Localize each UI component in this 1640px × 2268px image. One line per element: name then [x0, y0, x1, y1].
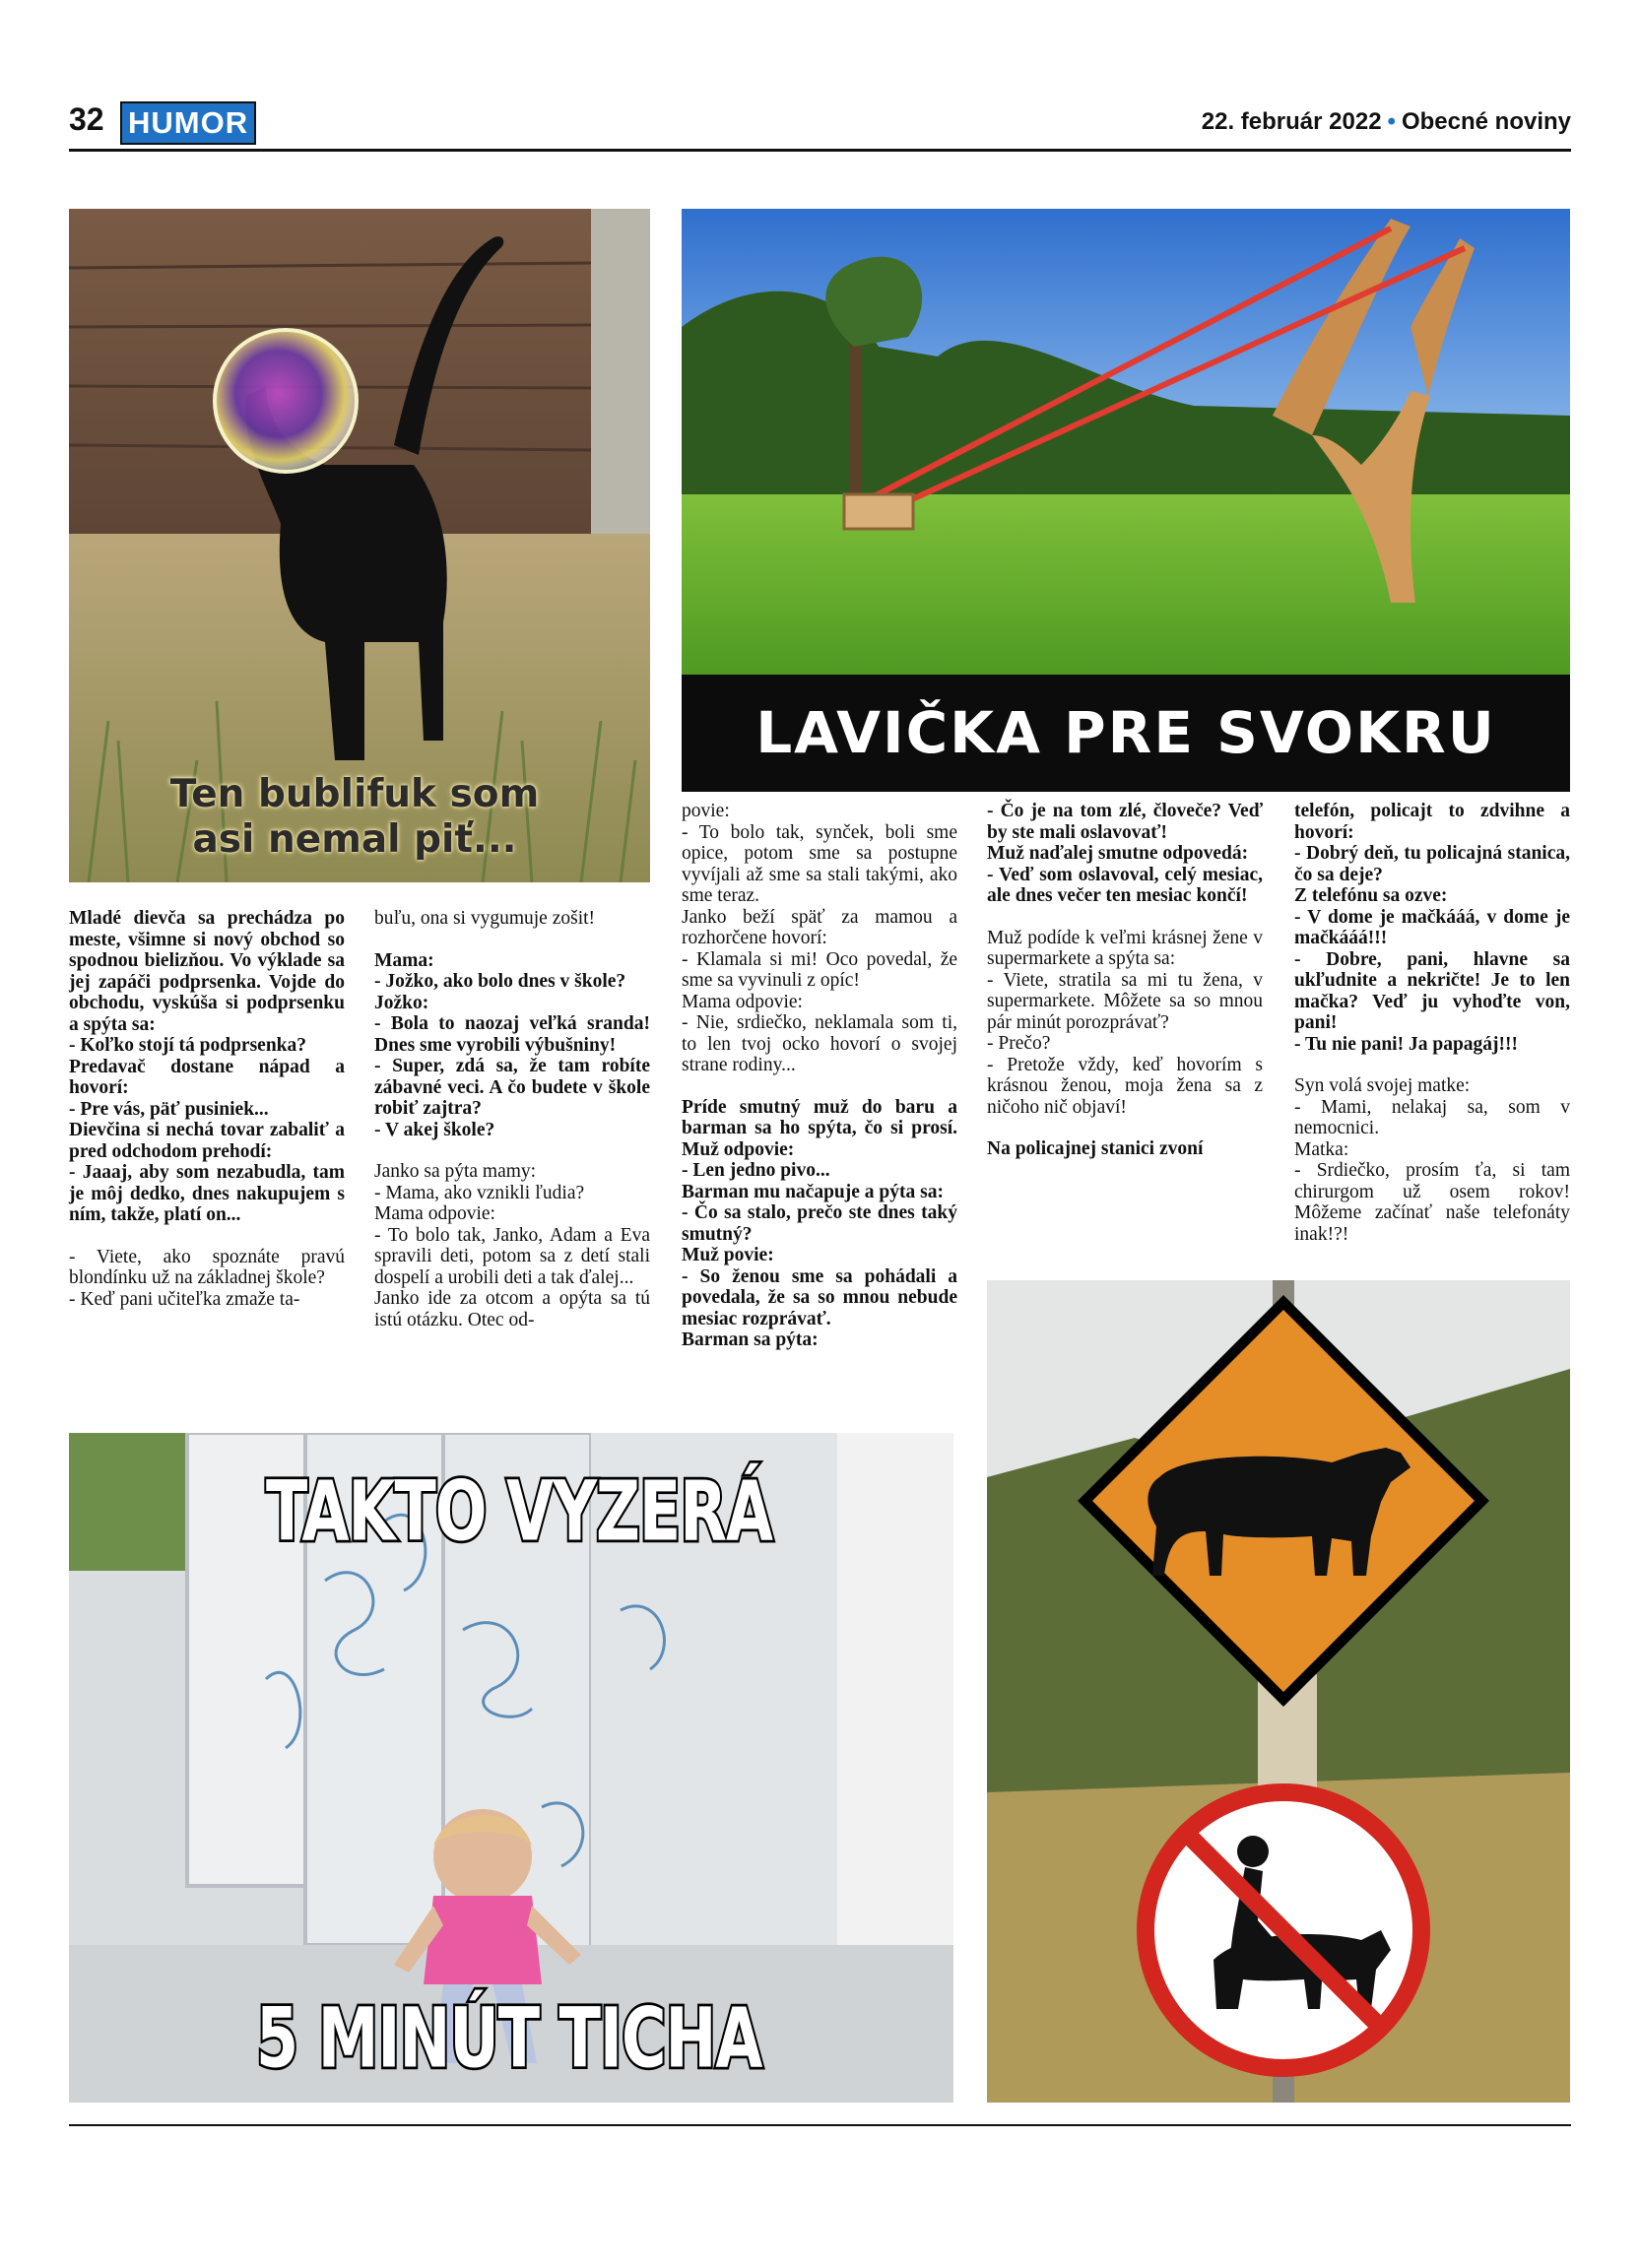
article-line: - Koľko stojí tá podprsenka?	[69, 1035, 307, 1056]
slingshot-illustration	[682, 209, 1570, 675]
article-line: - Klamala si mi! Oco povedal, že sme sa vyvinuli z opíc!	[682, 948, 957, 991]
article-line: - Viete, ako spoznáte pravú blondínku už na základnej škole?	[69, 1246, 345, 1288]
paragraph-gap	[1294, 1055, 1570, 1075]
article-line: Z telefónu sa ozve:	[1294, 885, 1448, 906]
child-caption-top: TAKTO VYZERÁ	[266, 1462, 773, 1560]
article-column-2	[374, 908, 650, 1330]
article-line: - Srdiečko, prosím ťa, si tam chirurgom už osem rokov! Môžeme začínať naše telefonáty inak!?!	[1294, 1160, 1570, 1245]
article-line: - Dobrý deň, tu policajná stanica, čo sa deje?	[1294, 843, 1570, 885]
article-line: - Jožko, ako bolo dnes v škole?	[374, 971, 626, 992]
article-line: Mama:	[374, 949, 434, 971]
article-line: - Prečo?	[987, 1033, 1051, 1054]
article-line: buľu, ona si vygumuje zošit!	[374, 908, 596, 929]
article-line: Matka:	[1294, 1138, 1349, 1160]
paragraph-gap	[987, 1118, 1263, 1138]
paragraph-gap	[682, 1076, 957, 1097]
article-line: Muž naďalej smutne odpovedá:	[987, 843, 1249, 864]
article-line: Mladé dievča sa prechádza po meste, všimne si nový obchod so spodnou bielizňou. Vo výklade sa jej zapáči podprsenka. Vojde do obchodu, vyskúša si podprsenku a spýta sa:	[69, 908, 345, 1035]
section-label: HUMOR	[120, 101, 256, 145]
article-line: Muž povie:	[682, 1245, 774, 1265]
article-line: Predavač dostane nápad a hovorí:	[69, 1056, 345, 1098]
article-line: - Mama, ako vznikli ľudia?	[374, 1182, 585, 1203]
dog-caption-line1: Ten bublifuk som	[169, 772, 540, 816]
article-line: Muž podíde k veľmi krásnej žene v supermarkete a spýta sa:	[987, 927, 1263, 969]
separator-dot: •	[1387, 108, 1396, 135]
article-line: Barman mu načapuje a pýta sa:	[682, 1181, 944, 1202]
road-signs-illustration	[987, 1280, 1570, 2103]
article-line: Syn volá svojej matke:	[1294, 1075, 1471, 1096]
page-number: 32	[69, 101, 104, 137]
dog-caption-line2: asi nemal piť...	[192, 817, 517, 862]
article-line: Janko ide za otcom a opýta sa tú istú otázku. Otec od-	[374, 1288, 650, 1330]
article-line: - Veď som oslavoval, celý mesiac, ale dnes večer ten mesiac končí!	[987, 864, 1263, 906]
issue-info	[1202, 108, 1571, 136]
article-line: Janko beží späť za mamou a rozhorčene hovorí:	[682, 906, 957, 948]
article-line: - Mami, nelakaj sa, som v nemocnici.	[1294, 1096, 1570, 1138]
header-rule	[69, 149, 1571, 152]
article-line: - Viete, stratila sa mi tu žena, v supermarkete. Môžete sa so mnou pár minút porozprávať?	[987, 969, 1263, 1033]
road-signs-photo	[987, 1280, 1570, 2103]
article-line: - So ženou sme sa pohádali a povedala, že sa so mnou nebude mesiac rozprávať.	[682, 1265, 957, 1329]
article-line: - Pretože vždy, keď hovorím s krásnou ženou, moja žena sa z ničoho nič objaví!	[987, 1054, 1263, 1118]
paragraph-gap	[987, 907, 1263, 928]
article-line: Mama odpovie:	[682, 991, 803, 1012]
article-line: - To bolo tak, synček, boli sme opice, potom sme sa postupne vyvíjali až sme sa stali takými, ako sme teraz.	[682, 821, 957, 906]
article-line: Janko sa pýta mamy:	[374, 1161, 537, 1182]
article-column-3	[682, 801, 957, 1351]
article-column-5	[1294, 801, 1570, 1245]
article-line: - Super, zdá sa, že tam robíte zábavné veci. A čo budete v škole robiť zajtra?	[374, 1056, 650, 1119]
article-column-1	[69, 908, 345, 1310]
no-bestiality-sign	[1146, 1792, 1421, 2068]
article-line: - Čo je na tom zlé, človeče? Veď by ste mali oslavovať!	[987, 801, 1263, 843]
article-line: - To bolo tak, Janko, Adam a Eva spravili deti, potom sa z detí stali dospelí a urobili deti a tak ďalej...	[374, 1224, 650, 1288]
article-line: - Len jedno pivo...	[682, 1160, 830, 1181]
article-line: - V dome je mačkááá, v dome je mačkááá!!!	[1294, 906, 1570, 948]
paragraph-gap	[374, 930, 650, 950]
article-line: - Tu nie pani! Ja papagáj!!!	[1294, 1033, 1519, 1055]
article-line: - V akej škole?	[374, 1119, 495, 1140]
article-line: - Nie, srdiečko, neklamala som ti, to len tvoj ocko hovorí o svojej strane rodiny...	[682, 1012, 957, 1075]
article-line: Mama odpovie:	[374, 1203, 495, 1224]
article-line: - Čo sa stalo, prečo ste dnes taký smutný?	[682, 1202, 957, 1245]
publication-name: Obecné noviny	[1401, 108, 1571, 135]
article-line: Na policajnej stanici zvoní	[987, 1138, 1204, 1159]
article-line: - Dobre, pani, hlavne sa ukľudnite a nekričte! Je to len mačka? Veď ju vyhoďte von, pani!	[1294, 948, 1570, 1033]
article-line: - Pre vás, päť pusiniek...	[69, 1098, 269, 1120]
article-line: - Keď pani učiteľka zmaže ta-	[69, 1288, 300, 1310]
paragraph-gap	[374, 1140, 650, 1161]
slingshot-bench-photo	[682, 209, 1570, 792]
article-line: povie:	[682, 801, 730, 821]
dog-caption	[148, 772, 561, 863]
article-column-4	[987, 801, 1263, 1160]
child-crayon-photo	[69, 1433, 953, 2103]
paragraph-gap	[69, 1226, 345, 1247]
issue-date: 22. február 2022	[1201, 108, 1382, 135]
footer-rule	[69, 2124, 1571, 2126]
article-line: Príde smutný muž do baru a barman sa ho spýta, čo si prosí. Muž odpovie:	[682, 1096, 957, 1160]
article-line: Jožko:	[374, 992, 429, 1013]
slingshot-caption: LAVIČKA PRE SVOKRU	[682, 675, 1570, 792]
article-line: telefón, policajt to zdvihne a hovorí:	[1294, 801, 1570, 843]
article-line: Dievčina si nechá tovar zabaliť a pred odchodom prehodí:	[69, 1120, 345, 1162]
dog-bubble-photo	[69, 209, 650, 882]
article-line: Barman sa pýta:	[682, 1329, 819, 1350]
article-line: - Bola to naozaj veľká sranda! Dnes sme vyrobili výbušniny!	[374, 1013, 650, 1056]
child-caption-bottom: 5 MINÚT TICHA	[256, 1989, 762, 2087]
article-line: - Jaaaj, aby som nezabudla, tam je môj dedko, dnes nakupujem s ním, takže, platí on...	[69, 1162, 345, 1225]
